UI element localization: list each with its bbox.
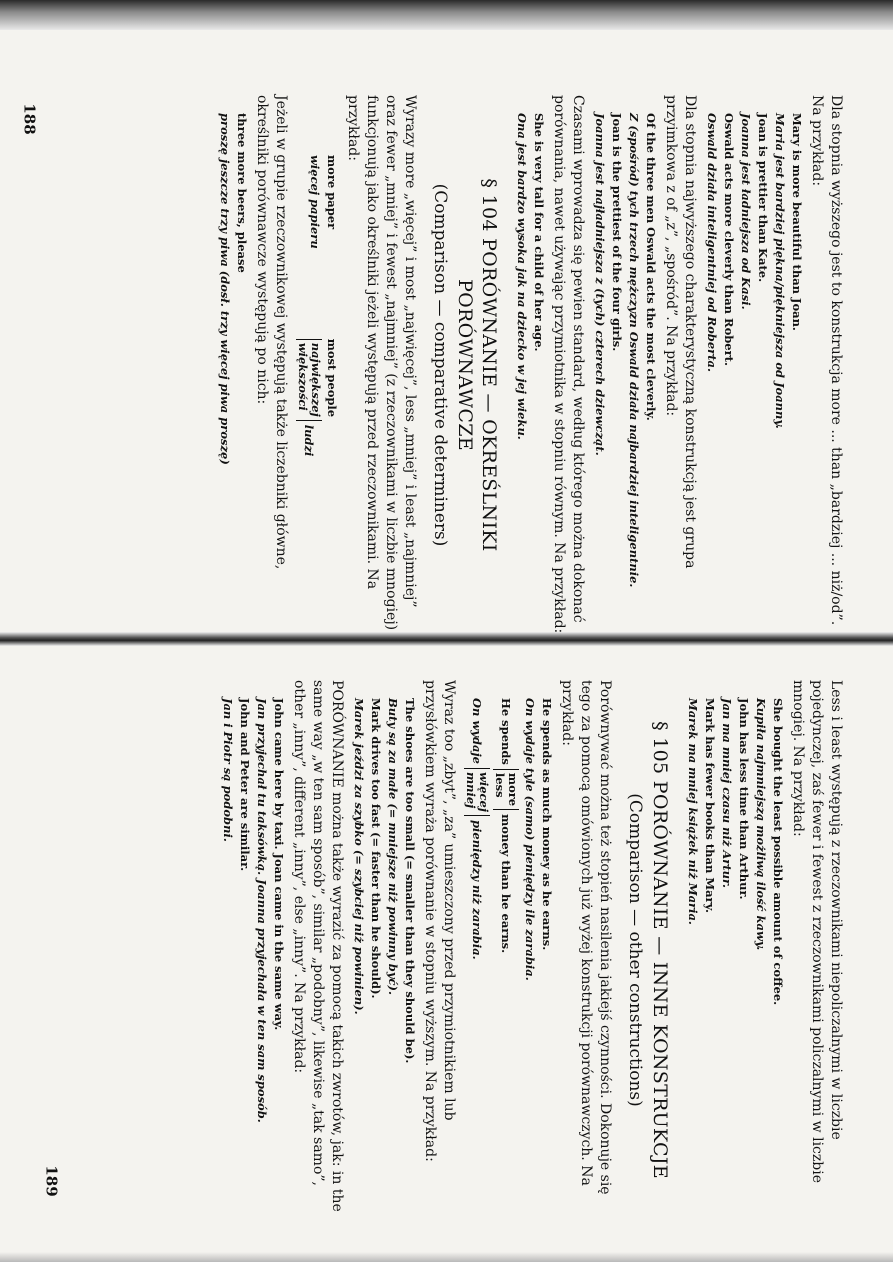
example-pl: Marek jeździ za szybko (= szybciej niż powinien). xyxy=(352,698,366,1015)
too-text: Wyraz too „zbyt”, „za” umieszczony przed przymiotnikiem lub przysłówkiem wyraża porównanie w stopniu wyższym. Na przykład: xyxy=(422,680,457,1162)
example-en: She is very tall for a child of her age. xyxy=(532,113,546,352)
right-page-column xyxy=(85,680,845,1220)
comparative-intro: Dla stopnia wyższego jest to konstrukcja more ... than „bardziej ... niż/od”. Na przykład: xyxy=(809,95,844,626)
example-en: Oswald acts more cleverly than Robert. xyxy=(722,113,736,366)
example-pl: Joanna jest ładniejsza od Kasi. xyxy=(739,113,753,310)
section-104-subheading: (Comparison — comparative determiners) xyxy=(430,183,450,547)
superlative-examples xyxy=(593,95,658,635)
standard-examples xyxy=(515,95,546,635)
example-pl: Marek ma mniej książek niż Maria. xyxy=(686,698,700,925)
same-way-examples xyxy=(221,680,286,1220)
example-en: John and Peter are similar. xyxy=(238,698,252,872)
example-en: He spends as much money as he earns. xyxy=(540,698,554,951)
brace-item: mniej xyxy=(464,771,478,809)
scan-bottom-edge xyxy=(0,1252,893,1262)
example-pl: Buty są za małe (= mniejsze niż powinny być). xyxy=(386,698,400,995)
example-pl: Oswald działa inteligentniej od Roberta. xyxy=(705,113,719,372)
example-en: Mark has fewer books than Mary. xyxy=(703,698,717,913)
example-en: most people xyxy=(325,338,339,418)
example-pl: Maria jest bardziej piękna/piękniejsza od Joanny. xyxy=(773,113,787,429)
left-page-column xyxy=(85,95,845,635)
example-en: Mark drives too fast (= faster than he should). xyxy=(369,698,383,999)
section-104-heading: § 104 PORÓWNANIE — OKREŚLNIKI PORÓWNAWCZE xyxy=(454,178,500,552)
group-text: Jeżeli w grupie rzeczownikowej występują także liczebniki główne, określniki porównawcze występują po nich: xyxy=(254,95,289,570)
example-en: more paper xyxy=(325,155,339,230)
example-en: The shoes are too small (= smaller than they should be). xyxy=(403,698,417,1064)
brace-group xyxy=(296,339,322,421)
compare-text: Porównywać można też stopień nasilenia jakiejś czynności. Dokonuje się tego za pomocą omówionych już wyżej konstrukcji porównawczych. Na przykład: xyxy=(559,680,613,1195)
example-pl: więcej papieru xyxy=(308,155,322,249)
brace-group xyxy=(464,768,490,816)
example-en: Joan is prettier than Kate. xyxy=(756,113,770,283)
superlative-intro: Dla stopnia najwyższego charakterystyczną konstrukcją jest grupa przyimkowa z of „z”, „spośród”. Na przykład: xyxy=(663,95,698,569)
example-en: Joan is the prettiest of the four girls. xyxy=(610,113,624,352)
less-least-intro: Less i least występują z rzeczownikami niepoliczalnymi w liczbie pojedynczej, zaś fewer i fewest z rzeczownikami policzalnymi w liczbie mnogiej. Na przykład: xyxy=(790,680,844,1183)
example-pl: On wydaje tyle (samo) pieniędzy ile zarabia. xyxy=(523,698,537,981)
brace-item: największej xyxy=(309,342,323,417)
determiners-examples xyxy=(296,95,339,635)
example-pl: proszę jeszcze trzy piwa (dosł. trzy więcej piwa proszę) xyxy=(218,113,232,465)
example-en: John came here by taxi. Joan came in the same way. xyxy=(272,698,286,1031)
left-page xyxy=(85,95,845,635)
example-pl: Kupiła najmniejszą możliwą ilość kawy. xyxy=(754,698,768,951)
example-pl: On wydaje xyxy=(470,698,484,764)
example-en: Of the three men Oswald acts the most cleverly. xyxy=(644,113,658,421)
same-way-text: PORÓWNANIE można także wyrazić za pomocą takich zwrotów, jak: in the same way „w ten sam sposób”, similar „podobny”, likewise „tak samo”, other „inny”, different „inny”, else „inny”. Na przykład: xyxy=(291,680,345,1212)
example-pl: Z (spośród) tych trzech mężczyzn Oswald działa najbardziej inteligentnie. xyxy=(627,113,641,588)
example-en: three more beers, please xyxy=(235,113,249,273)
comparative-examples xyxy=(705,95,804,635)
example-en: money than he earns. xyxy=(499,814,513,954)
determiners-text: Wyrazy more „więcej” i most „najwięcej”, less „mniej” i least „najmniej” oraz fewer „mniej” i fewest „najmniej” (z rzeczownikami w liczbie mnogiej) funkcjonują jako określniki jeżeli występują przed rzeczownikami. Na przykład: xyxy=(345,95,418,631)
example-pl: Jan ma mniej czasu niż Artur. xyxy=(720,698,734,889)
page-number-left: 188 xyxy=(20,103,39,135)
example-pl: Jan i Piotr są podobni. xyxy=(221,698,235,842)
too-examples xyxy=(352,680,417,1220)
example-pl: pieniędzy niż zarabia. xyxy=(470,820,484,960)
section-105-heading: § 105 PORÓWNANIE — INNE KONSTRUKCJE xyxy=(649,721,671,1179)
example-pl: Ona jest bardzo wysoka jak na dziecko w jej wieku. xyxy=(515,113,529,440)
less-least-examples xyxy=(686,680,785,1220)
standard-text: Czasami wprowadza się pewien standard, według którego można dokonać porównania, nawet używając przymiotnika w stopniu równym. Na przykład: xyxy=(551,95,586,634)
page-number-right: 189 xyxy=(42,1165,61,1197)
group-examples xyxy=(218,95,249,635)
example-pl: ludzi xyxy=(302,424,316,457)
brace-group xyxy=(493,769,519,810)
example-en: Mary is more beautiful than Joan. xyxy=(790,113,804,331)
section-105-subheading: (Comparison — other constructions) xyxy=(625,793,645,1107)
brace-item: less xyxy=(493,772,507,798)
right-page xyxy=(85,680,845,1220)
scan-top-edge xyxy=(0,0,893,30)
example-pl: Jan przyjechał tu taksówką. Joanna przyjechała w ten sam sposób. xyxy=(255,698,269,1123)
brace-item: większości xyxy=(296,342,310,411)
compare-examples xyxy=(464,680,554,1220)
example-en: She bought the least possible amount of coffee. xyxy=(771,698,785,1006)
brace-item: more xyxy=(506,772,520,807)
example-pl: Joanna jest najładniejsza z (tych) czterech dziewcząt. xyxy=(593,113,607,456)
example-en: He spends xyxy=(499,698,513,765)
brace-item: więcej xyxy=(477,771,491,813)
example-en: John has less time than Arthur. xyxy=(737,698,751,900)
